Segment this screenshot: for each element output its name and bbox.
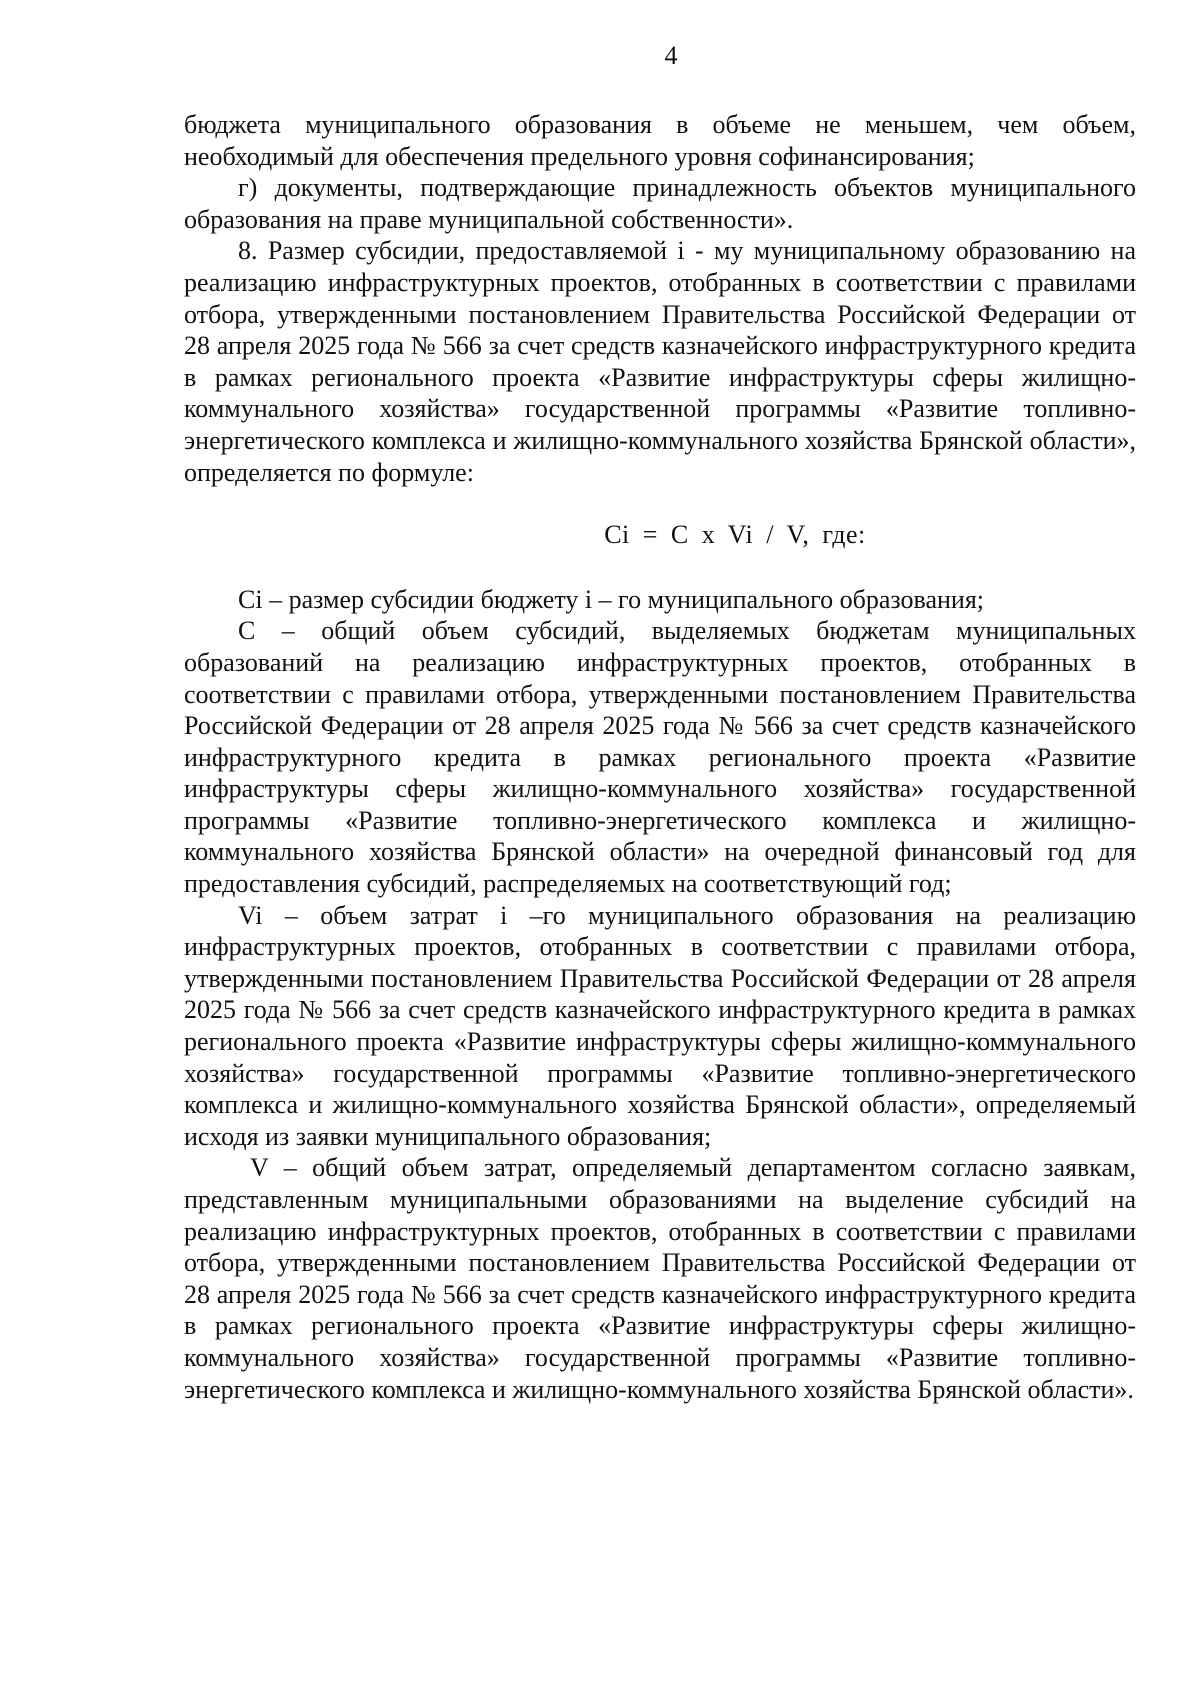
document-body <box>184 109 1136 1405</box>
paragraph-budget-continuation: бюджета муниципального образования в объеме не меньшем, чем объем, необходимый для обеспечения предельного уровня софинансирования; <box>184 110 1136 171</box>
subsidy-formula: Ci = C x Vi / V, где: <box>604 520 866 550</box>
page-number: 4 <box>664 41 678 70</box>
definition-c: С – общий объем субсидий, выделяемых бюджетам муниципальных образований на реализацию инфраструктурных проектов, отобранных в соответствии с правилами отбора, утвержденными постановлением Правительства Российской Федерации от 28 апреля 2025 года № 566 за счет средств казначейского инфраструктурного кредита в рамках регионального проекта «Развитие инфраструктуры сферы жилищно-коммунального хозяйства» государственной программы «Развитие топливно-энергетического комплекса и жилищно-коммунального хозяйства Брянской области» на очередной финансовый год для предоставления субсидий, распределяемых на соответствующий год; <box>184 616 1136 899</box>
paragraph-item-g-documents: г) документы, подтверждающие принадлежность объектов муниципального образования на праве муниципальной собственности». <box>184 173 1136 234</box>
definition-vi: Vi – объем затрат i –го муниципального образования на реализацию инфраструктурных проектов, отобранных в соответствии с правилами отбора, утвержденными постановлением Правительства Российской Федерации от 28 апреля 2025 года № 566 за счет средств казначейского инфраструктурного кредита в рамках регионального проекта «Развитие инфраструктуры сферы жилищно-коммунального хозяйства» государственной программы «Развитие топливно-энергетического комплекса и жилищно-коммунального хозяйства Брянской области», определяемый исходя из заявки муниципального образования; <box>184 900 1136 1151</box>
definition-v: V – общий объем затрат, определяемый департаментом согласно заявкам, представленным муниципальными образованиями на выделение субсидий на реализацию инфраструктурных проектов, отобранных в соответствии с правилами отбора, утвержденными постановлением Правительства Российской Федерации от 28 апреля 2025 года № 566 за счет средств казначейского инфраструктурного кредита в рамках регионального проекта «Развитие инфраструктуры сферы жилищно-коммунального хозяйства» государственной программы «Развитие топливно-энергетического комплекса и жилищно-коммунального хозяйства Брянской области». <box>184 1153 1136 1404</box>
paragraph-item-8-subsidy-size: 8. Размер субсидии, предоставляемой i - му муниципальному образованию на реализацию инфраструктурных проектов, отобранных в соответствии с правилами отбора, утвержденными постановлением Правительства Российской Федерации от 28 апреля 2025 года № 566 за счет средств казначейского инфраструктурного кредита в рамках регионального проекта «Развитие инфраструктуры сферы жилищно-коммунального хозяйства» государственной программы «Развитие топливно-энергетического комплекса и жилищно-коммунального хозяйства Брянской области», определяется по формуле: <box>184 236 1136 487</box>
definition-ci: Ci – размер субсидии бюджету i – го муниципального образования; <box>238 584 985 614</box>
